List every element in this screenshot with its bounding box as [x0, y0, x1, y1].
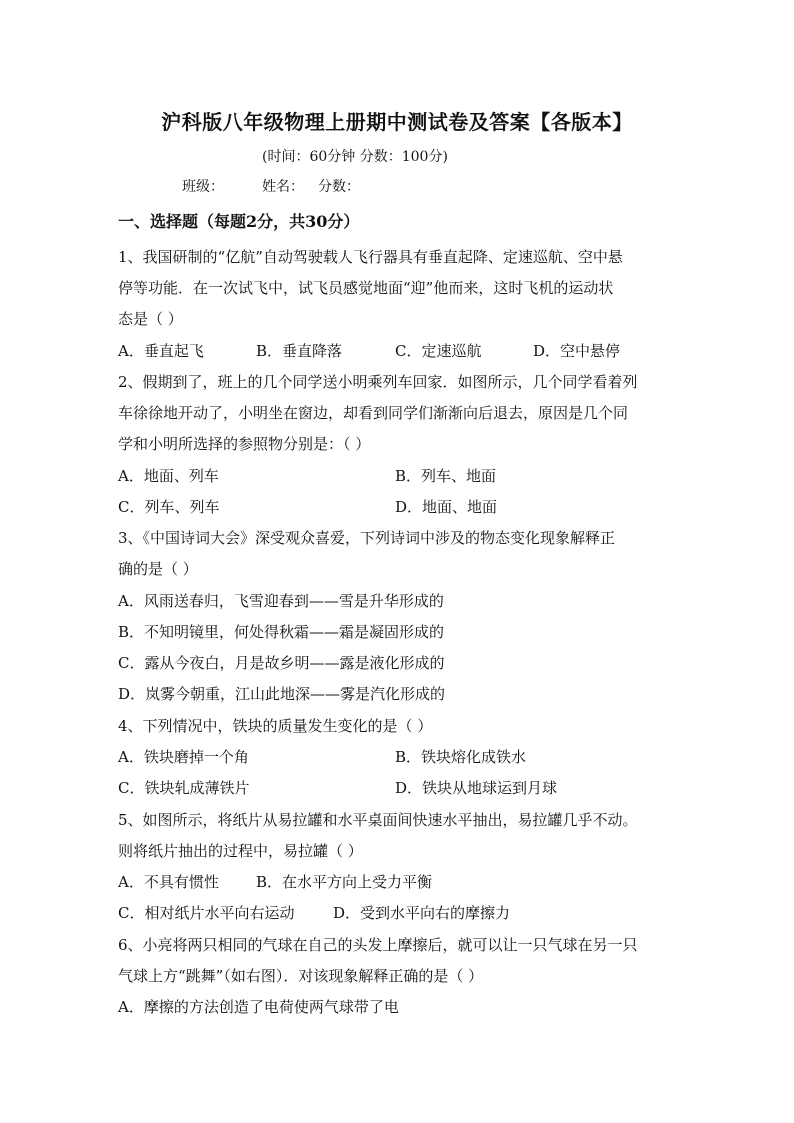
option-b: B．列车、地面 — [395, 467, 497, 485]
option-c: C．列车、列车 — [118, 498, 220, 516]
option-a: A．垂直起飞 — [118, 342, 204, 360]
option-a: A．铁块磨掉一个角 — [118, 748, 249, 766]
option-a: A．不具有惯性 — [118, 873, 219, 891]
option-b: B．垂直降落 — [256, 342, 343, 360]
option-c: C．定速巡航 — [395, 342, 482, 360]
option-b: B．不知明镜里，何处得秋霜——霜是凝固形成的 — [118, 623, 445, 641]
option-d: D．地面、地面 — [395, 498, 498, 516]
option-c: C．相对纸片水平向右运动 — [118, 904, 295, 922]
question-text: 3、《中国诗词大会》深受观众喜爱，下列诗词中涉及的物态变化现象解释正 — [118, 529, 616, 547]
question-text: 2、假期到了，班上的几个同学送小明乘列车回家．如图所示，几个同学看着列 — [118, 373, 638, 391]
question-text: 态是（ ） — [118, 310, 183, 328]
option-a: A．地面、列车 — [118, 467, 219, 485]
option-b: B．在水平方向上受力平衡 — [256, 873, 433, 891]
option-a: A．风雨送春归，飞雪迎春到——雪是升华形成的 — [118, 592, 444, 610]
option-c: C．铁块轧成薄铁片 — [118, 779, 250, 797]
exam-subtitle: (时间：60分钟 分数：100分) — [262, 149, 448, 165]
class-label: 班级： — [182, 179, 224, 195]
question-text: 车徐徐地开动了，小明坐在窗边，却看到同学们渐渐向后退去，原因是几个同 — [118, 404, 629, 422]
question-text: 气球上方“跳舞”（如右图）．对该现象解释正确的是（ ） — [118, 967, 484, 985]
question-text: 则将纸片抽出的过程中，易拉罐（ ） — [118, 842, 363, 860]
question-text: 5、如图所示，将纸片从易拉罐和水平桌面间快速水平抽出，易拉罐几乎不动。 — [118, 811, 638, 829]
option-c: C．露从今夜白，月是故乡明——露是液化形成的 — [118, 654, 445, 672]
exam-title: 沪科版八年级物理上册期中测试卷及答案【各版本】 — [161, 110, 633, 134]
option-a: A．摩擦的方法创造了电荷使两气球带了电 — [118, 998, 399, 1016]
question-text: 学和小明所选择的参照物分别是：（ ） — [118, 435, 371, 453]
question-text: 4、下列情况中，铁块的质量发生变化的是（ ） — [118, 717, 433, 735]
question-text: 6、小亮将两只相同的气球在自己的头发上摩擦后，就可以让一只气球在另一只 — [118, 936, 638, 954]
question-text: 确的是（ ） — [118, 560, 198, 578]
option-d: D．空中悬停 — [533, 342, 621, 360]
question-text: 停等功能．在一次试飞中，试飞员感觉地面“迎”他而来，这时飞机的运动状 — [118, 279, 614, 297]
option-d: D．受到水平向右的摩擦力 — [333, 904, 511, 922]
name-label: 姓名： — [262, 179, 304, 195]
score-label: 分数： — [318, 179, 360, 195]
option-b: B．铁块熔化成铁水 — [395, 748, 527, 766]
section-heading: 一、选择题（每题2分，共30分） — [118, 212, 360, 231]
option-d: D．岚雾今朝重，江山此地深——雾是汽化形成的 — [118, 685, 446, 703]
option-d: D．铁块从地球运到月球 — [395, 779, 558, 797]
question-text: 1、我国研制的“亿航”自动驾驶载人飞行器具有垂直起降、定速巡航、空中悬 — [118, 248, 623, 266]
